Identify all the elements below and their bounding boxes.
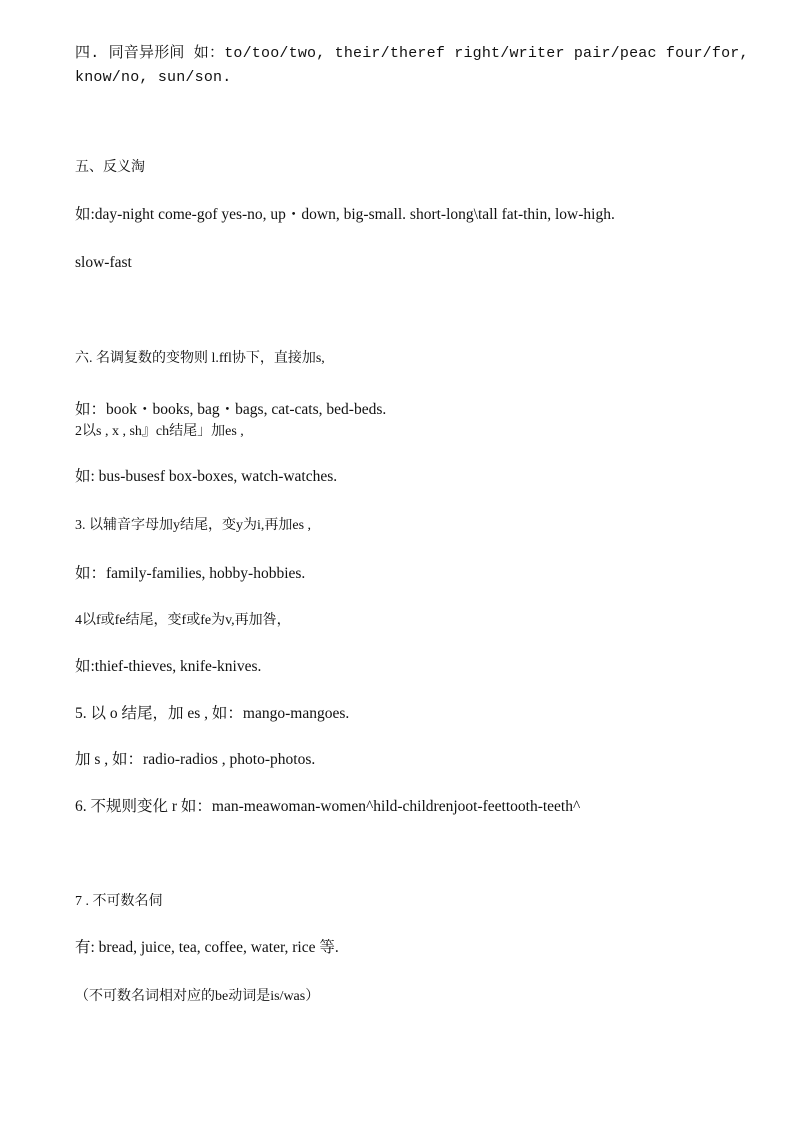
antonyms-line-2: slow-fast [75, 254, 132, 271]
plural-rule-2: 2以s , x , sh』ch结尾」加es , [75, 424, 244, 439]
antonyms-line-1: 如:day-night come-gof yes-no, up・down, big-small. short-long\tall fat-thin, low-high. [75, 206, 615, 223]
uncountable-heading: 7 . 不可数名伺 [75, 894, 163, 909]
plural-heading: 六. 名调复数的变物则 l.ffl协下，直接加s, [75, 351, 325, 366]
plural-rule-4: 4以f或fe结尾，变f或fe为v,再加咎， [75, 613, 291, 628]
plural-rule-1-example: 如：book・books, bag・bags, cat-cats, bed-beds. [75, 401, 387, 418]
plural-rule-2-example: 如: bus-busesf box-boxes, watch-watches. [75, 468, 338, 485]
plural-rule-3: 3. 以辅音字母加y结尾，变y为i,再加es , [75, 518, 312, 533]
uncountable-examples: 有: bread, juice, tea, coffee, water, rice 等. [75, 939, 339, 956]
homophones-line-2: know/no, sun/son. [75, 69, 232, 86]
plural-rule-5-b: 加 s , 如：radio-radios , photo-photos. [75, 751, 316, 768]
plural-rule-6: 6. 不规则变化 r 如：man-meawoman-women^hild-childrenjoot-feettooth-teeth^ [75, 798, 581, 815]
plural-rule-3-example: 如：family-families, hobby-hobbies. [75, 565, 306, 582]
plural-rule-5: 5. 以 o 结尾，加 es , 如：mango-mangoes. [75, 705, 350, 722]
antonyms-heading: 五、反义淘 [75, 160, 145, 175]
plural-rule-4-example: 如:thief-thieves, knife-knives. [75, 658, 262, 675]
homophones-line-1: 四. 同音异形间 如：to/too/two, their/theref right/writer pair/peac four/for, [75, 45, 749, 62]
uncountable-note: （不可数名词相对应的be动词是is/was） [75, 989, 320, 1004]
